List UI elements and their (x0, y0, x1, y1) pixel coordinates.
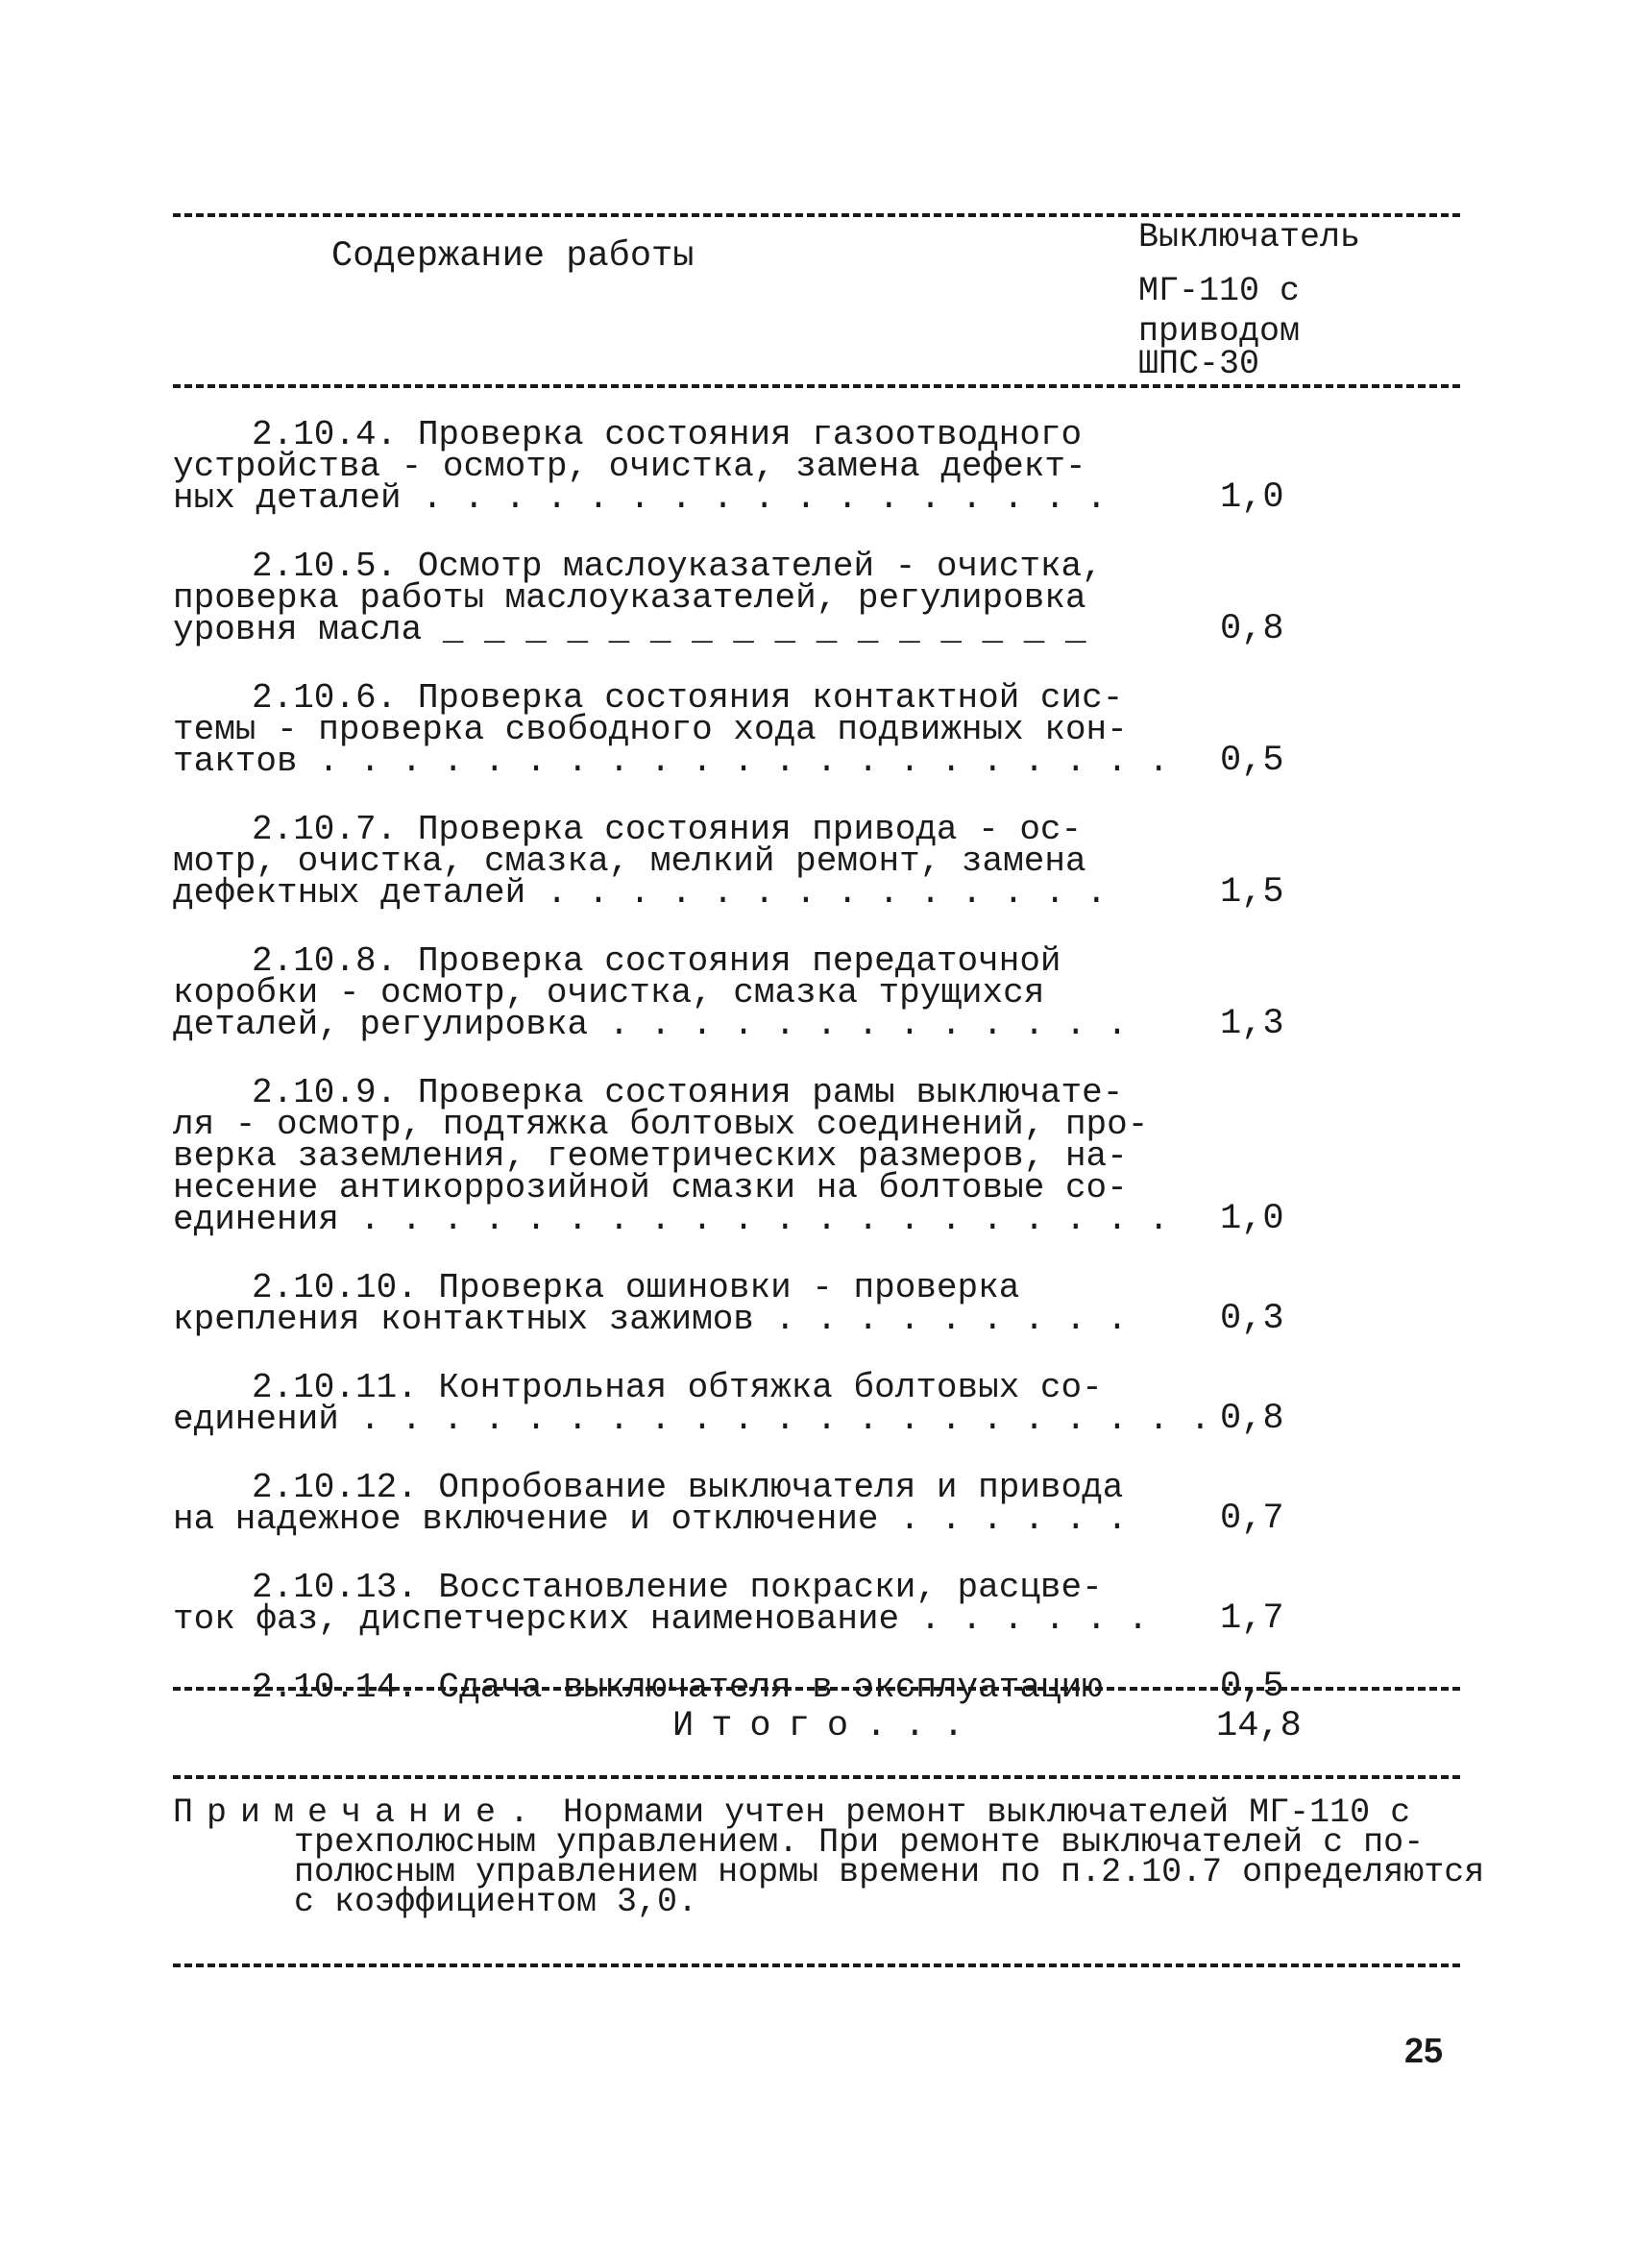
work-item-line: дефектных деталей . . . . . . . . . . . . . . (173, 873, 1108, 913)
work-item-line: 2.10.6. Проверка состояния контактной сис- (252, 678, 1124, 718)
column-header-switch-line: Выключатель (1138, 218, 1361, 256)
work-item-line: на надежное включение и отключение . . . . . . (173, 1500, 1128, 1539)
work-item-row (173, 1073, 1306, 1239)
work-item-text (173, 678, 1169, 781)
work-item-line: 2.10.13. Восстановление покраски, расцве- (252, 1568, 1103, 1607)
work-item-row (173, 941, 1306, 1044)
work-item-value: 0,5 (1220, 1667, 1284, 1707)
total-top-rule (173, 1687, 1460, 1691)
footnote-text: Нормами учтен ремонт выключателей МГ-110 с (543, 1793, 1411, 1832)
work-item-row (173, 1568, 1306, 1639)
work-item-text (173, 1368, 1211, 1439)
work-item-line: 2.10.4. Проверка состояния газоотводного (252, 415, 1083, 454)
work-item-row (173, 1468, 1306, 1539)
work-item-line: 2.10.8. Проверка состояния передаточной (252, 941, 1061, 981)
work-item-line: уровня масла _ _ _ _ _ _ _ _ _ _ _ _ _ _ _ _ (173, 610, 1086, 649)
footnote-line: полюсным управлением нормы времени по п.2.10.7 определяются (294, 1853, 1485, 1891)
work-item-value: 0,8 (1220, 609, 1284, 649)
work-item-line: 2.10.7. Проверка состояния привода - ос- (252, 810, 1083, 849)
work-item-line: проверка работы маслоуказателей, регулировка (173, 578, 1086, 618)
work-item-value: 0,8 (1220, 1399, 1284, 1439)
work-item-line: ток фаз, диспетчерских наименование . . . . . . (173, 1599, 1149, 1639)
work-item-row (173, 1368, 1306, 1439)
work-item-row (173, 1268, 1306, 1339)
table-top-rule (173, 213, 1460, 217)
work-item-value: 1,0 (1220, 1199, 1284, 1239)
work-item-value: 0,5 (1220, 741, 1284, 781)
work-item-line: темы - проверка свободного хода подвижных кон- (173, 710, 1128, 749)
footnote (173, 1793, 1485, 1921)
work-item-line: 2.10.14. Сдача выключателя в эксплуатацию (252, 1668, 1103, 1707)
work-item-line: крепления контактных зажимов . . . . . . . . . (173, 1300, 1128, 1339)
footnote-label: Примечание. (173, 1793, 544, 1832)
work-item-line: единения . . . . . . . . . . . . . . . . . . . . (173, 1200, 1169, 1239)
work-item-line: деталей, регулировка . . . . . . . . . . . . . (173, 1005, 1128, 1044)
column-header-switch-line: МГ-110 с (1138, 272, 1301, 310)
column-header-switch-line: приводом (1138, 312, 1301, 351)
work-item-text (173, 1073, 1169, 1239)
work-item-line: 2.10.12. Опробование выключателя и привода (252, 1468, 1124, 1507)
work-item-value: 0,3 (1220, 1299, 1284, 1339)
work-item-value: 1,7 (1220, 1598, 1284, 1639)
work-item-text (173, 1268, 1128, 1339)
work-item-text (173, 1468, 1128, 1539)
footnote-line: трехполюсным управлением. При ремонте выключателей с по- (294, 1823, 1425, 1862)
work-item-line: 2.10.9. Проверка состояния рамы выключате- (252, 1073, 1124, 1112)
column-header-switch-line: ШПС-30 (1138, 345, 1260, 383)
column-header-switch (1138, 218, 1361, 383)
total-label: Итого... (672, 1706, 982, 1746)
work-item-line: 2.10.5. Осмотр маслоуказателей - очистка, (252, 547, 1103, 586)
work-item-row (173, 810, 1306, 913)
header-bottom-rule (173, 384, 1460, 388)
work-item-line: тактов . . . . . . . . . . . . . . . . . . . . . (173, 742, 1169, 781)
work-item-value: 1,5 (1220, 872, 1284, 913)
total-value: 14,8 (1216, 1706, 1302, 1746)
work-item-text (173, 810, 1108, 913)
work-item-value: 1,0 (1220, 477, 1284, 518)
work-item-text (173, 1568, 1149, 1639)
work-item-line: верка заземления, геометрических размеров, на- (173, 1136, 1128, 1176)
work-item-row (173, 678, 1306, 781)
work-item-line: несение антикоррозийной смазки на болтовые со- (173, 1168, 1128, 1207)
work-item-row (173, 415, 1306, 518)
work-item-row (173, 547, 1306, 649)
work-item-line: мотр, очистка, смазка, мелкий ремонт, замена (173, 841, 1086, 881)
work-item-line: ля - осмотр, подтяжка болтовых соединений, про- (173, 1105, 1149, 1144)
page-number: 25 (1404, 2031, 1444, 2070)
work-item-text (173, 415, 1108, 518)
work-item-text (173, 941, 1128, 1044)
footnote-line: с коэффициентом 3,0. (294, 1883, 698, 1921)
total-bottom-rule (173, 1775, 1460, 1779)
work-item-text (173, 547, 1103, 649)
column-header-work-content: Содержание работы (331, 236, 695, 277)
work-item-line: коробки - осмотр, очистка, смазка трущихся (173, 973, 1045, 1012)
work-items-list (173, 415, 1306, 1740)
work-item-value: 1,3 (1220, 1004, 1284, 1044)
work-item-line: 2.10.10. Проверка ошиновки - проверка (252, 1268, 1020, 1307)
work-item-line: единений . . . . . . . . . . . . . . . . . . . . . (173, 1400, 1211, 1439)
footnote-bottom-rule (173, 1963, 1460, 1967)
work-item-line: 2.10.11. Контрольная обтяжка болтовых со- (252, 1368, 1103, 1407)
work-item-value: 0,7 (1220, 1499, 1284, 1539)
work-item-line: устройства - осмотр, очистка, замена дефект- (173, 447, 1086, 486)
work-item-line: ных деталей . . . . . . . . . . . . . . . . . (173, 478, 1108, 518)
